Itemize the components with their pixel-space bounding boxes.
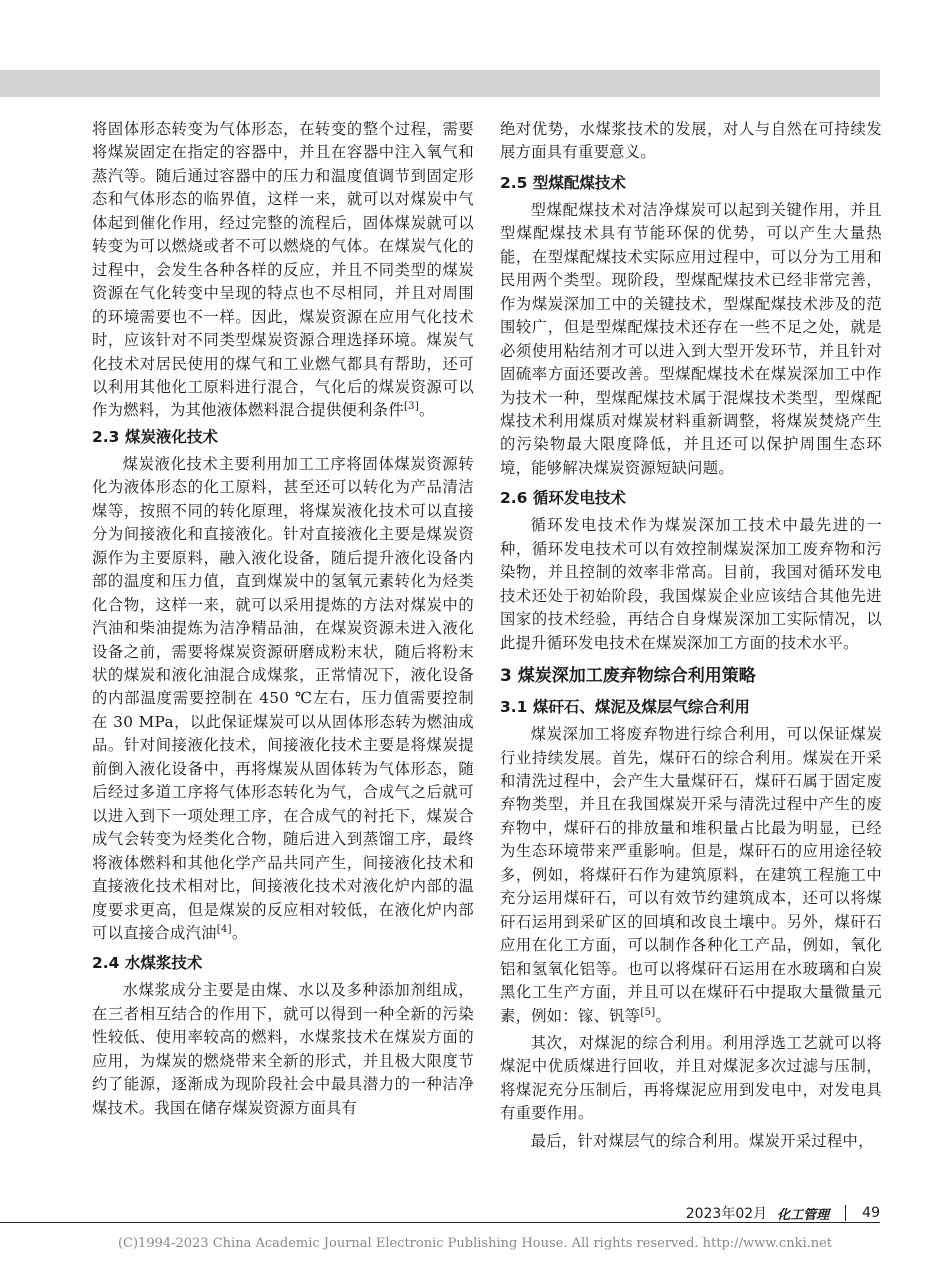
section-heading-2-5: 2.5 型煤配煤技术 xyxy=(500,173,626,192)
paragraph: 其次，对煤泥的综合利用。利用浮选工艺就可以将煤泥中优质煤进行回收，并且对煤泥多次过滤与压制，将煤泥充分压制后，再将煤泥应用到发电中，对发电具有重要作用。 xyxy=(500,1033,882,1123)
section-heading-2-6: 2.6 循环发电技术 xyxy=(500,489,626,508)
left-column xyxy=(92,118,474,1120)
header-bar xyxy=(0,70,880,97)
citation[interactable]: [4] xyxy=(216,923,232,935)
paragraph: 将固体形态转变为气体形态，在转变的整个过程，需要将煤炭固定在指定的容器中，并且在容器中注入氧气和蒸汽等。随后通过容器中的压力和温度值调节到固定形态和气体形态的临界值，这样一来，就可以对煤炭中气体起到催化作用，经过完整的流程后，固体煤炭就可以转变为可以燃烧或者不可以燃烧的气体。在煤炭气化的过程中，会发生各种各样的反应，并且不同类型的煤炭资源在气化转变中呈现的特点也不尽相同，并且对周围的环境需要也不一样。因此，煤炭资源在应用气化技术时，应该针对不同类型煤炭资源合理选择环境。煤炭气化技术对居民使用的煤气和工业燃气都具有帮助，还可以利用其他化工原料进行混合，气化后的煤炭资源可以作为燃料，为其他液体燃料混合提供便利条件[3]。 xyxy=(92,120,474,420)
right-column xyxy=(500,118,882,1153)
paragraph: 煤炭深加工将废弃物进行综合利用，可以保证煤炭行业持续发展。首先，煤矸石的综合利用。煤炭在开采和清洗过程中，会产生大量煤矸石，煤矸石属于固定废弃物类型，并且在我国煤炭开采与清洗过程中产生的废弃物中，煤矸石的排放量和堆积量占比最为明显，已经为生态环境带来严重影响。但是，煤矸石的应用途径较多，例如，将煤矸石作为建筑原料，在建筑工程施工中充分运用煤矸石，可以有效节约建筑成本，还可以将煤矸石运用到采矿区的回填和改良土壤中。另外，煤矸石应用在化工方面，可以制作各种化工产品，例如，氧化铝和氢氧化铝等。也可以将煤矸石运用在水玻璃和白炭黑化工生产方面，并且可以在煤矸石中提取大量微量元素，例如：镓、钒等[5]。 xyxy=(500,725,882,1025)
journal-logo: 化工管理 xyxy=(777,1207,830,1223)
paragraph: 循环发电技术作为煤炭深加工技术中最先进的一种，循环发电技术可以有效控制煤炭深加工废弃物和污染物，并且控制的效率非常高。目前，我国对循环发电技术还处于初始阶段，我国煤炭企业应该结合其他先进国家的技术经验，再结合自身煤炭深加工实际情况，以此提升循环发电技术在煤炭深加工方面的技术水平。 xyxy=(500,516,882,652)
paragraph: 最后，针对煤层气的综合利用。煤炭开采过程中， xyxy=(530,1131,874,1150)
citation[interactable]: [3] xyxy=(403,401,420,413)
paragraph: 绝对优势，水煤浆技术的发展，对人与自然在可持续发展方面具有重要意义。 xyxy=(500,120,882,162)
section-heading-3-1: 3.1 煤矸石、煤泥及煤层气综合利用 xyxy=(500,698,750,717)
paragraph: 水煤浆成分主要是由煤、水以及多种添加剂组成，在三者相互结合的作用下，就可以得到一种全新的污染性较低、使用率较高的燃料，水煤浆技术在煤炭方面的应用，为煤炭的燃烧带来全新的形式，并且极大限度节约了能源，逐渐成为现阶段社会中最具潜力的一种洁净煤技术。我国在储存煤炭资源方面具有 xyxy=(92,981,474,1117)
issue-date: 2023年02月 xyxy=(685,1206,768,1222)
paragraph: 煤炭液化技术主要利用加工工序将固体煤炭资源转化为液体形态的化工原料，甚至还可以转化为产品清洁煤等，按照不同的转化原理，将煤炭液化技术可以直接分为间接液化和直接液化。针对直接液化主要是煤炭资源作为主要原料，融入液化设备，随后提升液化设备内部的温度和压力值，直到煤炭中的氢氧元素转化为烃类化合物，这样一来，就可以采用提炼的方法对煤炭中的汽油和柴油提炼为洁净精品油，在煤炭资源未进入液化设备之前，需要将煤炭资源研磨成粉末状，随后将粉末状的煤炭和液化油混合成煤浆，正常情况下，液化设备的内部温度需要控制在 450 ℃左右，压力值需要控制在 30 MPa，以此保证煤炭可以从固体形态转为燃油成品。针对间接液化技术，间接液化技术主要是将煤炭提前倒入液化设备中，再将煤炭从固体转为气体形态，随后经过多道工序将气体形态转化为气，合成气之后就可以进入到下一项处理工序，在合成气的衬托下，煤炭合成气会转变为烃类化合物，随后进入到蒸馏工序，最终将液体燃料和其他化学产品共同产生，间接液化技术和直接液化技术相对比，间接液化技术对液化炉内部的温度要求更高，但是煤炭的反应相对较低，在液化炉内部可以直接合成汽油[4]。 xyxy=(92,454,474,942)
section-heading-3: 3 煤炭深加工废弃物综合利用策略 xyxy=(500,666,756,687)
copyright-notice: (C)1994-2023 China Academic Journal Electronic Publishing House. All rights reserved. http://www.cnki.net xyxy=(117,1236,833,1251)
page-footer xyxy=(686,1203,880,1223)
citation[interactable]: [5] xyxy=(640,1006,656,1018)
section-heading-2-3: 2.3 煤炭液化技术 xyxy=(92,427,218,446)
paragraph: 型煤配煤技术对洁净煤炭可以起到关键作用，并且型煤配煤技术具有节能环保的优势，可以产生大量热能，在型煤配煤技术实际应用过程中，可以分为工用和民用两个类型。现阶段，型煤配煤技术已经非常完善，作为煤炭深加工中的关键技术，型煤配煤技术涉及的范围较广，但是型煤配煤技术还存在一些不足之处，就是必须使用粘结剂才可以进入到大型开发环节，并且针对固硫率方面还要改善。型煤配煤技术在煤炭深加工中作为技术一种，型煤配煤技术属于混煤技术类型，型煤配煤技术利用煤质对煤炭材料重新调整，将煤炭焚烧产生的污染物最大限度降低，并且还可以保护周围生态环境，能够解决煤炭资源短缺问题。 xyxy=(500,200,882,477)
page-number: 49 xyxy=(862,1205,880,1221)
section-heading-2-4: 2.4 水煤浆技术 xyxy=(92,954,203,973)
footer-divider xyxy=(845,1205,846,1221)
